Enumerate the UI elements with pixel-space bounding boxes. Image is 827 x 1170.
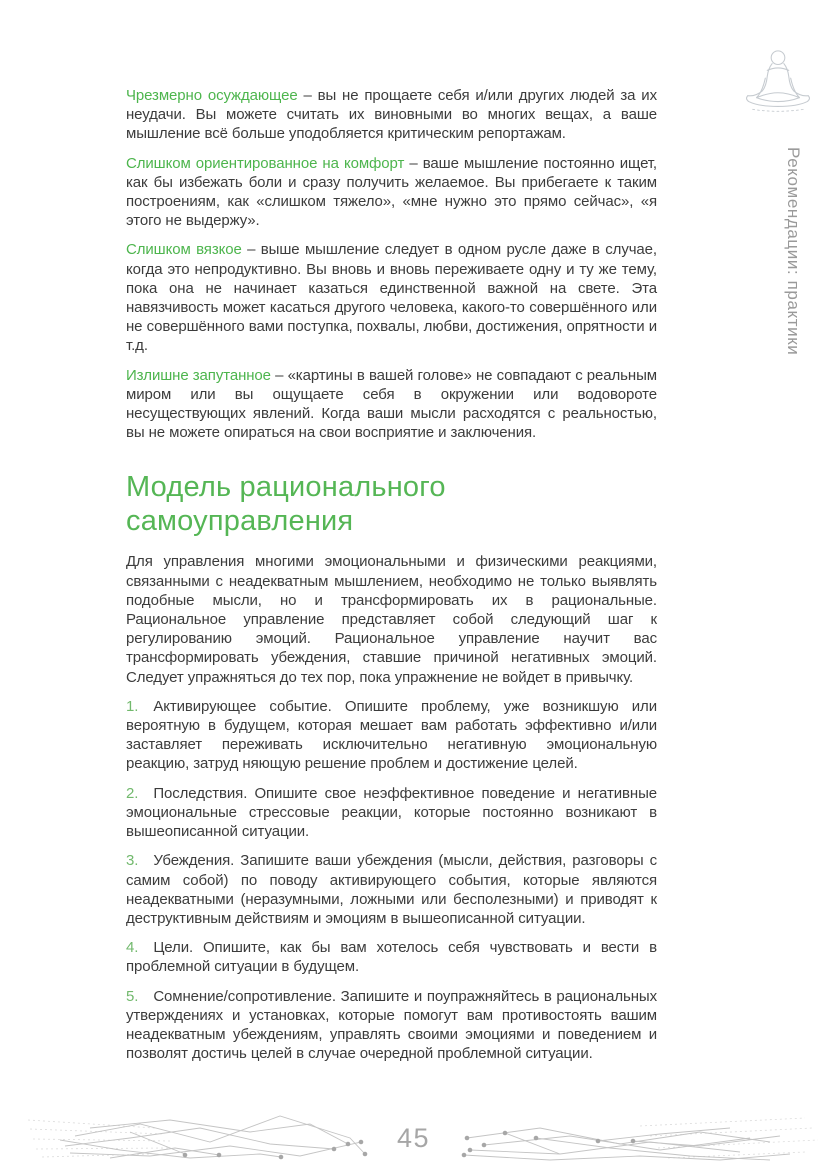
list-number: 5. (126, 987, 139, 1005)
meditation-icon (739, 46, 817, 122)
section-title: Модель рационального самоуправления (126, 471, 446, 538)
list-item-text: Последствия. Опишите свое неэффективное поведение и негативные эмоциональные стрессовые реакции, которые постоянно возникают в вышеописанной ситуации. (126, 784, 657, 841)
list-item-goals (126, 938, 657, 976)
list-item-beliefs (126, 851, 657, 928)
list-item-consequences (126, 784, 657, 842)
list-item-text: Цели. Опишите, как бы вам хотелось себя чувствовать и вести в проблемной ситуации в будущем. (126, 939, 657, 976)
list-item-activating-event (126, 697, 657, 774)
term-definition: – ваше мышление постоянно ищет, как бы избежать боли и сразу получить желаемое. Вы прибегаете к таким построениям, как «слишком тяжело», «мне нужно это прямо сейчас», «я этого не выдержу». (126, 154, 657, 230)
intro-paragraph: Для управления многими эмоциональными и физическими реакциями, связанными с неадекватным мышлением, необходимо не только выявлять подобные мысли, но и трансформировать их в рациональные. Рациональное управление представляет собой следующий шаг к регулированию эмоций. Рациональное управление научит вас трансформировать убеждения, ставшие причиной негативных эмоций. Следует упражняться до тех пор, пока упражнение не войдет в привычку. (126, 553, 657, 686)
term-definition: – выше мышление следует в одном русле даже в случае, когда это непродуктивно. Вы вновь и вновь переживаете одну и ту же тему, пока она не начинает казаться единственной важной на свете. Эта навязчивость может касаться другого человека, какого-то совершённого или не совершённого вами поступка, похвалы, любви, достижения, опрятности и т.д. (126, 241, 657, 355)
paragraph-thinking-type (126, 86, 657, 144)
list-item-doubt-resistance (126, 987, 657, 1064)
list-item-text: Сомнение/сопротивление. Запишите и поупражняйтесь в рациональных утверждениях и установках, которые помогут вам противостоять вашим неадекватным убеждениям, управлять своими эмоциями и поведением и позволят достичь целей в случае очередной проблемной ситуации. (126, 987, 657, 1063)
term-label: Слишком вязкое (126, 241, 242, 259)
page-content (126, 86, 657, 1073)
paragraph-thinking-type (126, 366, 657, 443)
page-footer (0, 1098, 827, 1170)
list-number: 2. (126, 784, 139, 802)
list-item-text: Активирующее событие. Опишите проблему, уже возникшую или вероятную в будущем, которая мешает вам работать эффективно и/или заставляет переживать исключительно негативную эмоциональную реакцию, затруд няющую решение проблем и достижение целей. (126, 697, 657, 773)
list-number: 3. (126, 852, 139, 870)
term-label: Чрезмерно осуждающее (126, 87, 298, 104)
term-label: Слишком ориентированное на комфорт (126, 154, 405, 172)
paragraph-thinking-type (126, 240, 657, 355)
list-number: 4. (126, 939, 139, 957)
paragraph-thinking-type (126, 154, 657, 231)
term-definition: – «картины в вашей голове» не совпадают с реальным миром или вы ощущаете себя в окружении или водовороте несуществующих явлений. Когда ваши мысли расходятся с реальностью, вы не можете опираться на свои восприятие и заключения. (126, 366, 657, 442)
page-number: 45 (396, 1123, 431, 1153)
chapter-label-vertical: Рекомендации: практики (784, 147, 803, 356)
term-label: Излишне запутанное (126, 366, 271, 384)
term-definition: – вы не прощаете себя и/или других людей за их неудачи. Вы можете считать их виновными во многих вещах, а ваше мышление всё больше уподобляется критическим репортажам. (126, 87, 657, 143)
list-number: 1. (126, 697, 139, 715)
list-item-text: Убеждения. Запишите ваши убеждения (мысли, действия, разговоры с самим собой) по поводу активирующего события, которые являются неадекватными (неразумными, ложными или бесполезными) и приводят к деструктивным действиям и эмоциям в вышеописанной ситуации. (126, 852, 657, 927)
